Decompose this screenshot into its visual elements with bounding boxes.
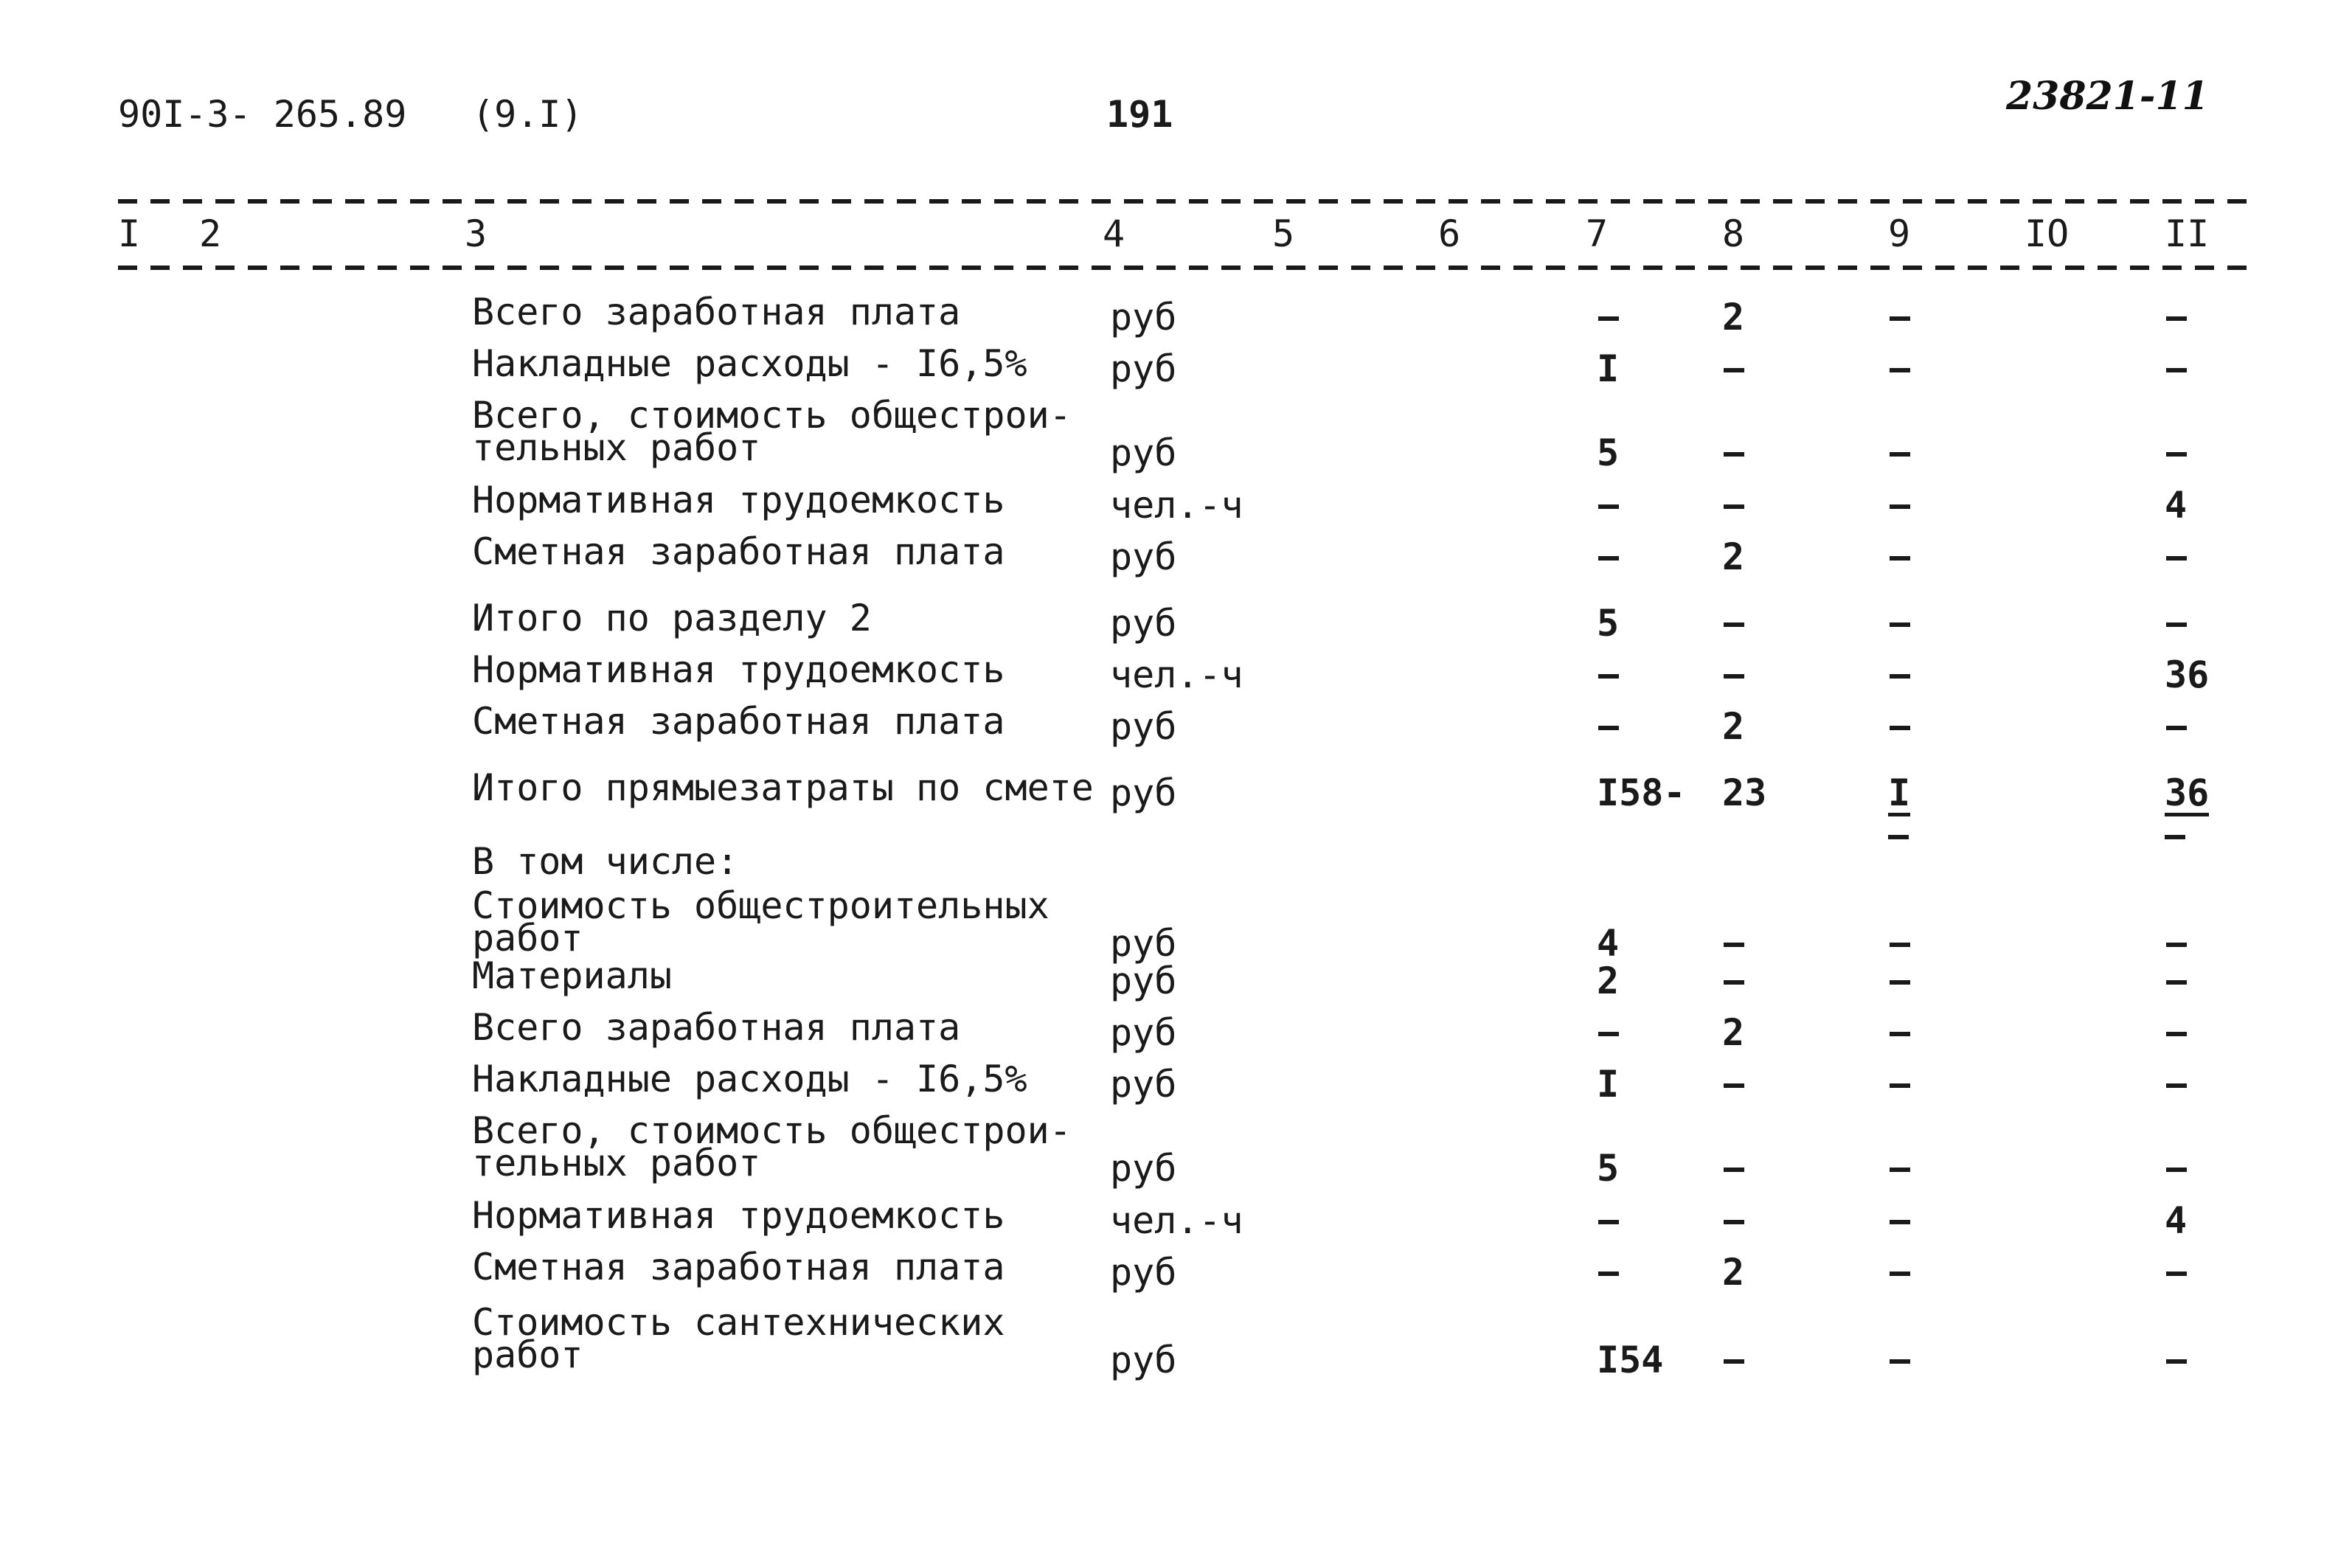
row-label: Сметная заработная плата xyxy=(472,530,1005,573)
cell-value-c7: I xyxy=(1597,347,1620,390)
row-label: Нормативная трудоемкость xyxy=(472,1194,1005,1237)
cell-dash-c8 xyxy=(1724,1220,1744,1224)
cell-dash-c9 xyxy=(1890,622,1910,627)
column-header-5: 5 xyxy=(1272,212,1295,255)
row-unit: руб xyxy=(1110,1147,1177,1190)
row-label: Итого по разделу 2 xyxy=(472,597,872,639)
cell-dash-c7 xyxy=(1598,316,1619,321)
cell-dash-c11 xyxy=(2166,1272,2187,1276)
cell-dash-c7 xyxy=(1598,504,1619,509)
row-unit: руб xyxy=(1110,705,1177,748)
row-unit: чел.-ч xyxy=(1110,484,1243,527)
row-label: Накладные расходы - I6,5% xyxy=(472,342,1027,385)
row-label: Стоимость сантехнических работ xyxy=(472,1301,1005,1376)
row-label: В том числе: xyxy=(472,840,739,883)
row-label: Итого прямыезатраты по смете xyxy=(472,766,1094,809)
cell-dash-c9 xyxy=(1890,1032,1910,1036)
cell-dash-c8 xyxy=(1724,674,1744,679)
cell-value-c7: I58- xyxy=(1597,771,1686,814)
cell-dash-c7 xyxy=(1598,1220,1619,1224)
cell-dash-c11 xyxy=(2166,452,2187,457)
column-header-4: 4 xyxy=(1103,212,1125,255)
cell-dash-c7 xyxy=(1598,1032,1619,1036)
cell-dash-c7 xyxy=(1598,726,1619,730)
cell-dash-c11 xyxy=(2166,943,2187,947)
cell-dash-c9 xyxy=(1890,980,1910,985)
row-unit: руб xyxy=(1110,960,1177,1002)
cell-underline-mark-c11 xyxy=(2165,835,2185,839)
cell-value-c7: I xyxy=(1597,1063,1620,1106)
cell-dash-c11 xyxy=(2166,556,2187,561)
cell-value-c8: 23 xyxy=(1722,771,1767,814)
row-unit: руб xyxy=(1110,431,1177,474)
row-label: Всего, стоимость общестрои- тельных работ xyxy=(472,1109,1072,1184)
cell-dash-c8 xyxy=(1724,1359,1744,1364)
cell-dash-c9 xyxy=(1890,726,1910,730)
document-code: 90I-3- 265.89 xyxy=(118,93,407,136)
cell-dash-c9 xyxy=(1890,368,1910,372)
cell-dash-c11 xyxy=(2166,316,2187,321)
cell-dash-c8 xyxy=(1724,504,1744,509)
cell-dash-c7 xyxy=(1598,556,1619,561)
cell-dash-c8 xyxy=(1724,943,1744,947)
row-label: Сметная заработная плата xyxy=(472,700,1005,743)
row-label: Стоимость общестроительных работ xyxy=(472,884,1050,960)
row-unit: руб xyxy=(1110,922,1177,965)
cell-dash-c11 xyxy=(2166,726,2187,730)
cell-dash-c11 xyxy=(2166,1359,2187,1364)
cell-dash-c9 xyxy=(1890,556,1910,561)
cell-value-c8: 2 xyxy=(1722,1251,1745,1294)
cell-value-c7: 5 xyxy=(1597,1147,1620,1190)
cell-dash-c8 xyxy=(1724,368,1744,372)
row-unit: чел.-ч xyxy=(1110,653,1243,696)
column-header-10: IO xyxy=(2025,212,2070,255)
row-unit: руб xyxy=(1110,347,1177,390)
cell-dash-c8 xyxy=(1724,452,1744,457)
column-header-6: 6 xyxy=(1438,212,1461,255)
row-unit: руб xyxy=(1110,296,1177,339)
cell-dash-c11 xyxy=(2166,1168,2187,1172)
column-header-3: 3 xyxy=(465,212,488,255)
row-label: Материалы xyxy=(472,954,672,997)
cell-dash-c9 xyxy=(1890,1083,1910,1088)
cell-dash-c7 xyxy=(1598,1272,1619,1276)
column-header-2: 2 xyxy=(199,212,222,255)
cell-dash-c8 xyxy=(1724,980,1744,985)
cell-dash-c9 xyxy=(1890,504,1910,509)
cell-value-c8: 2 xyxy=(1722,535,1745,578)
cell-dash-c7 xyxy=(1598,674,1619,679)
cell-dash-c9 xyxy=(1890,1272,1910,1276)
row-unit: руб xyxy=(1110,1063,1177,1106)
cell-value-c7: 4 xyxy=(1597,922,1620,965)
cell-value-c11: 36 xyxy=(2165,774,2209,816)
header-rule-top xyxy=(118,199,2257,204)
cell-dash-c11 xyxy=(2166,980,2187,985)
cell-underline-mark-c9 xyxy=(1888,835,1909,839)
row-unit: руб xyxy=(1110,1011,1177,1054)
column-header-1: I xyxy=(118,212,141,255)
cell-value-c7: I54 xyxy=(1597,1339,1664,1381)
cell-dash-c9 xyxy=(1890,674,1910,679)
cell-dash-c9 xyxy=(1890,316,1910,321)
row-unit: руб xyxy=(1110,535,1177,578)
section-number: (9.I) xyxy=(472,93,583,136)
cell-value-c8: 2 xyxy=(1722,296,1745,339)
cell-dash-c11 xyxy=(2166,1083,2187,1088)
cell-dash-c9 xyxy=(1890,943,1910,947)
cell-dash-c9 xyxy=(1890,1220,1910,1224)
row-label: Всего заработная плата xyxy=(472,291,961,333)
row-label: Накладные расходы - I6,5% xyxy=(472,1058,1027,1100)
column-header-7: 7 xyxy=(1586,212,1609,255)
cell-dash-c8 xyxy=(1724,622,1744,627)
cell-value-c9: I xyxy=(1888,774,1910,816)
column-header-9: 9 xyxy=(1888,212,1911,255)
row-unit: руб xyxy=(1110,771,1177,814)
cell-value-c8: 2 xyxy=(1722,1011,1745,1054)
cell-value-c11: 4 xyxy=(2165,1199,2188,1242)
cell-dash-c8 xyxy=(1724,1168,1744,1172)
row-unit: чел.-ч xyxy=(1110,1199,1243,1242)
cell-value-c8: 2 xyxy=(1722,705,1745,748)
cell-dash-c9 xyxy=(1890,452,1910,457)
cell-dash-c11 xyxy=(2166,622,2187,627)
row-unit: руб xyxy=(1110,1339,1177,1381)
cell-value-c7: 2 xyxy=(1597,960,1620,1002)
row-label: Нормативная трудоемкость xyxy=(472,648,1005,691)
cell-dash-c11 xyxy=(2166,1032,2187,1036)
cell-dash-c8 xyxy=(1724,1083,1744,1088)
row-label: Всего заработная плата xyxy=(472,1006,961,1049)
row-unit: руб xyxy=(1110,1251,1177,1294)
column-header-8: 8 xyxy=(1722,212,1745,255)
cell-dash-c11 xyxy=(2166,368,2187,372)
row-label: Сметная заработная плата xyxy=(472,1246,1005,1288)
cell-value-c7: 5 xyxy=(1597,431,1620,474)
cell-value-c11: 4 xyxy=(2165,484,2188,527)
cell-value-c7: 5 xyxy=(1597,602,1620,645)
row-unit: руб xyxy=(1110,602,1177,645)
row-label: Всего, стоимость общестрои- тельных работ xyxy=(472,394,1072,469)
row-label: Нормативная трудоемкость xyxy=(472,479,1005,521)
column-header-11: II xyxy=(2165,212,2210,255)
page-number: 191 xyxy=(1106,93,1173,136)
header-rule-bottom xyxy=(118,266,2257,270)
cell-dash-c9 xyxy=(1890,1359,1910,1364)
cell-value-c11: 36 xyxy=(2165,653,2210,696)
cell-dash-c9 xyxy=(1890,1168,1910,1172)
inventory-number: 23821-11 xyxy=(2006,74,2209,119)
